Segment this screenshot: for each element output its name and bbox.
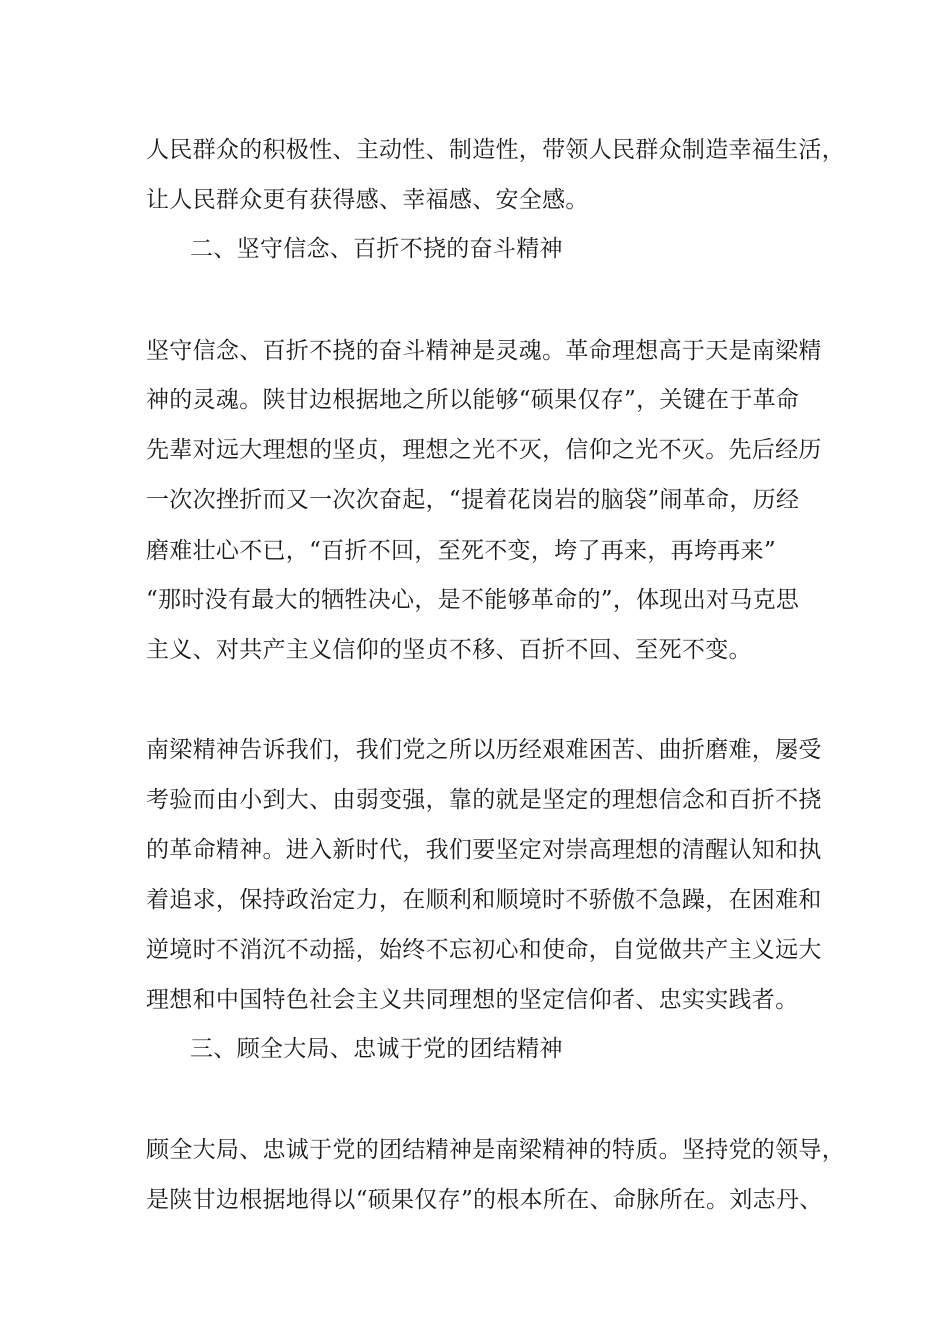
paragraph-3-line-7: 主义、对共产主义信仰的坚贞不移、百折不回、至死不变。 [146,637,752,663]
paragraph-1-line-1: 人民群众的积极性、主动性、制造性，带领人民群众制造幸福生活， [146,137,845,163]
paragraph-4-line-4: 着追求，保持政治定力，在顺利和顺境时不骄傲不急躁，在困难和 [146,887,822,913]
paragraph-6-line-2: 是陕甘边根据地得以“硕果仅存”的根本所在、命脉所在。刘志丹、 [146,1187,823,1213]
paragraph-3-line-1: 坚守信念、百折不挠的奋斗精神是灵魂。革命理想高于天是南梁精 [146,338,822,364]
paragraph-1-line-2: 让人民群众更有获得感、幸福感、安全感。 [146,187,589,213]
paragraph-6-line-1: 顾全大局、忠诚于党的团结精神是南梁精神的特质。坚持党的领导， [146,1137,845,1163]
paragraph-4-line-2: 考验而由小到大、由弱变强，靠的就是坚定的理想信念和百折不挠 [146,787,822,813]
section-heading-3: 三、顾全大局、忠诚于党的团结精神 [190,1036,563,1062]
paragraph-4-line-6: 理想和中国特色社会主义共同理想的坚定信仰者、忠实实践者。 [146,987,799,1013]
paragraph-3-line-3: 先辈对远大理想的坚贞，理想之光不灭，信仰之光不灭。先后经历 [146,437,822,463]
paragraph-4-line-3: 的革命精神。进入新时代，我们要坚定对崇高理想的清醒认知和执 [146,837,822,863]
section-heading-2: 二、坚守信念、百折不挠的奋斗精神 [190,236,563,262]
paragraph-3-line-6: “那时没有最大的牺牲决心，是不能够革命的”，体现出对马克思 [146,587,800,613]
paragraph-4-line-5: 逆境时不消沉不动摇，始终不忘初心和使命，自觉做共产主义远大 [146,937,822,963]
paragraph-3-line-4: 一次次挫折而又一次次奋起，“提着花岗岩的脑袋”闹革命，历经 [146,487,800,513]
paragraph-3-line-2: 神的灵魂。陕甘边根据地之所以能够“硕果仅存”，关键在于革命 [146,387,800,413]
paragraph-4-line-1: 南梁精神告诉我们，我们党之所以历经艰难困苦、曲折磨难，屡受 [146,737,822,763]
paragraph-3-line-5: 磨难壮心不已，“百折不回，至死不变，垮了再来，再垮再来” [146,538,776,564]
